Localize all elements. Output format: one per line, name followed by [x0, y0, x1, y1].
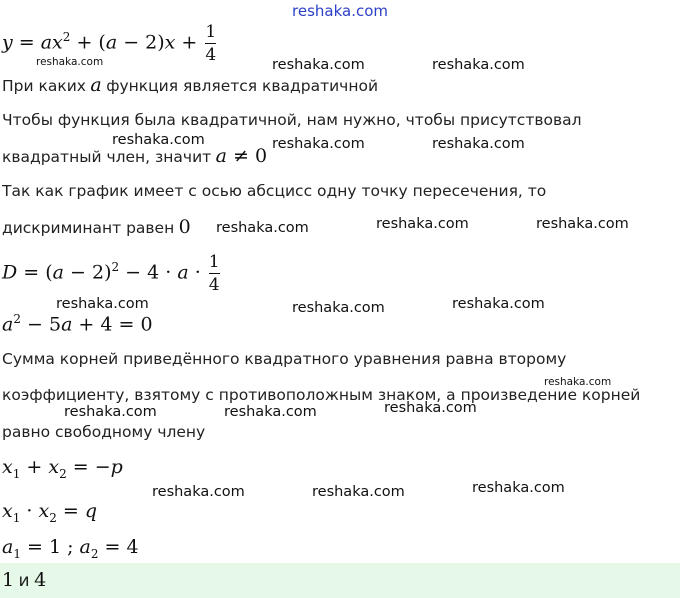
vieta-line-1: Сумма корней приведённого квадратного уравнения равна второму	[2, 350, 567, 368]
equation-vieta-product: $x_1 \cdot x_2 = q$	[2, 500, 98, 525]
watermark: reshaka.com	[384, 400, 477, 416]
equation-discriminant: $D = (a - 2)^2 - 4 \cdot a$ · $\frac{1}{4}$	[2, 252, 220, 295]
explanation-line-4: дискриминант равен 0	[2, 216, 191, 238]
equation-quadratic: $a^2 - 5a + 4 = 0$	[2, 312, 153, 336]
watermark: reshaka.com	[536, 216, 629, 232]
explanation-line-3: Так как график имеет с осью абсцисс одну точку пересечения, то	[2, 182, 547, 200]
watermark: reshaka.com	[544, 376, 612, 388]
watermark: reshaka.com	[36, 56, 104, 68]
watermark: reshaka.com	[56, 296, 149, 312]
watermark: reshaka.com	[432, 57, 525, 73]
equation-function: $y = ax^2 + (a - 2)x$ + $\frac{1}{4}$	[2, 22, 217, 65]
watermark: reshaka.com	[292, 300, 385, 316]
equation-vieta-sum: $x_1 + x_2 = -p$	[2, 456, 123, 481]
watermark: reshaka.com	[64, 404, 157, 420]
fraction-one-quarter-2: $\frac{1}{4}$	[208, 252, 220, 295]
watermark: reshaka.com	[312, 484, 405, 500]
watermark: reshaka.com	[376, 216, 469, 232]
watermark: reshaka.com	[112, 132, 205, 148]
equation-roots: $a_1 = 1$ ; $a_2 = 4$	[2, 536, 139, 561]
explanation-line-2: квадратный член, значит a ≠ 0	[2, 145, 268, 167]
answer-box	[0, 563, 680, 598]
watermark: reshaka.com	[224, 404, 317, 420]
watermark: reshaka.com	[152, 484, 245, 500]
watermark: reshaka.com	[452, 296, 545, 312]
watermark: reshaka.com	[472, 480, 565, 496]
vieta-line-2: коэффициенту, взятому с противоположным знаком, а произведение корней	[2, 386, 641, 404]
answer-text: 1 и 4	[2, 569, 47, 591]
watermark: reshaka.com	[432, 136, 525, 152]
vieta-line-3: равно свободному члену	[2, 423, 206, 441]
site-watermark-top: reshaka.com	[292, 2, 388, 20]
question-line: При каких a функция является квадратичной	[2, 74, 379, 96]
watermark: reshaka.com	[272, 136, 365, 152]
watermark: reshaka.com	[216, 220, 309, 236]
fraction-one-quarter: $\frac{1}{4}$	[205, 22, 217, 65]
explanation-line-1: Чтобы функция была квадратичной, нам нужно, чтобы присутствовал	[2, 111, 582, 129]
watermark: reshaka.com	[272, 57, 365, 73]
